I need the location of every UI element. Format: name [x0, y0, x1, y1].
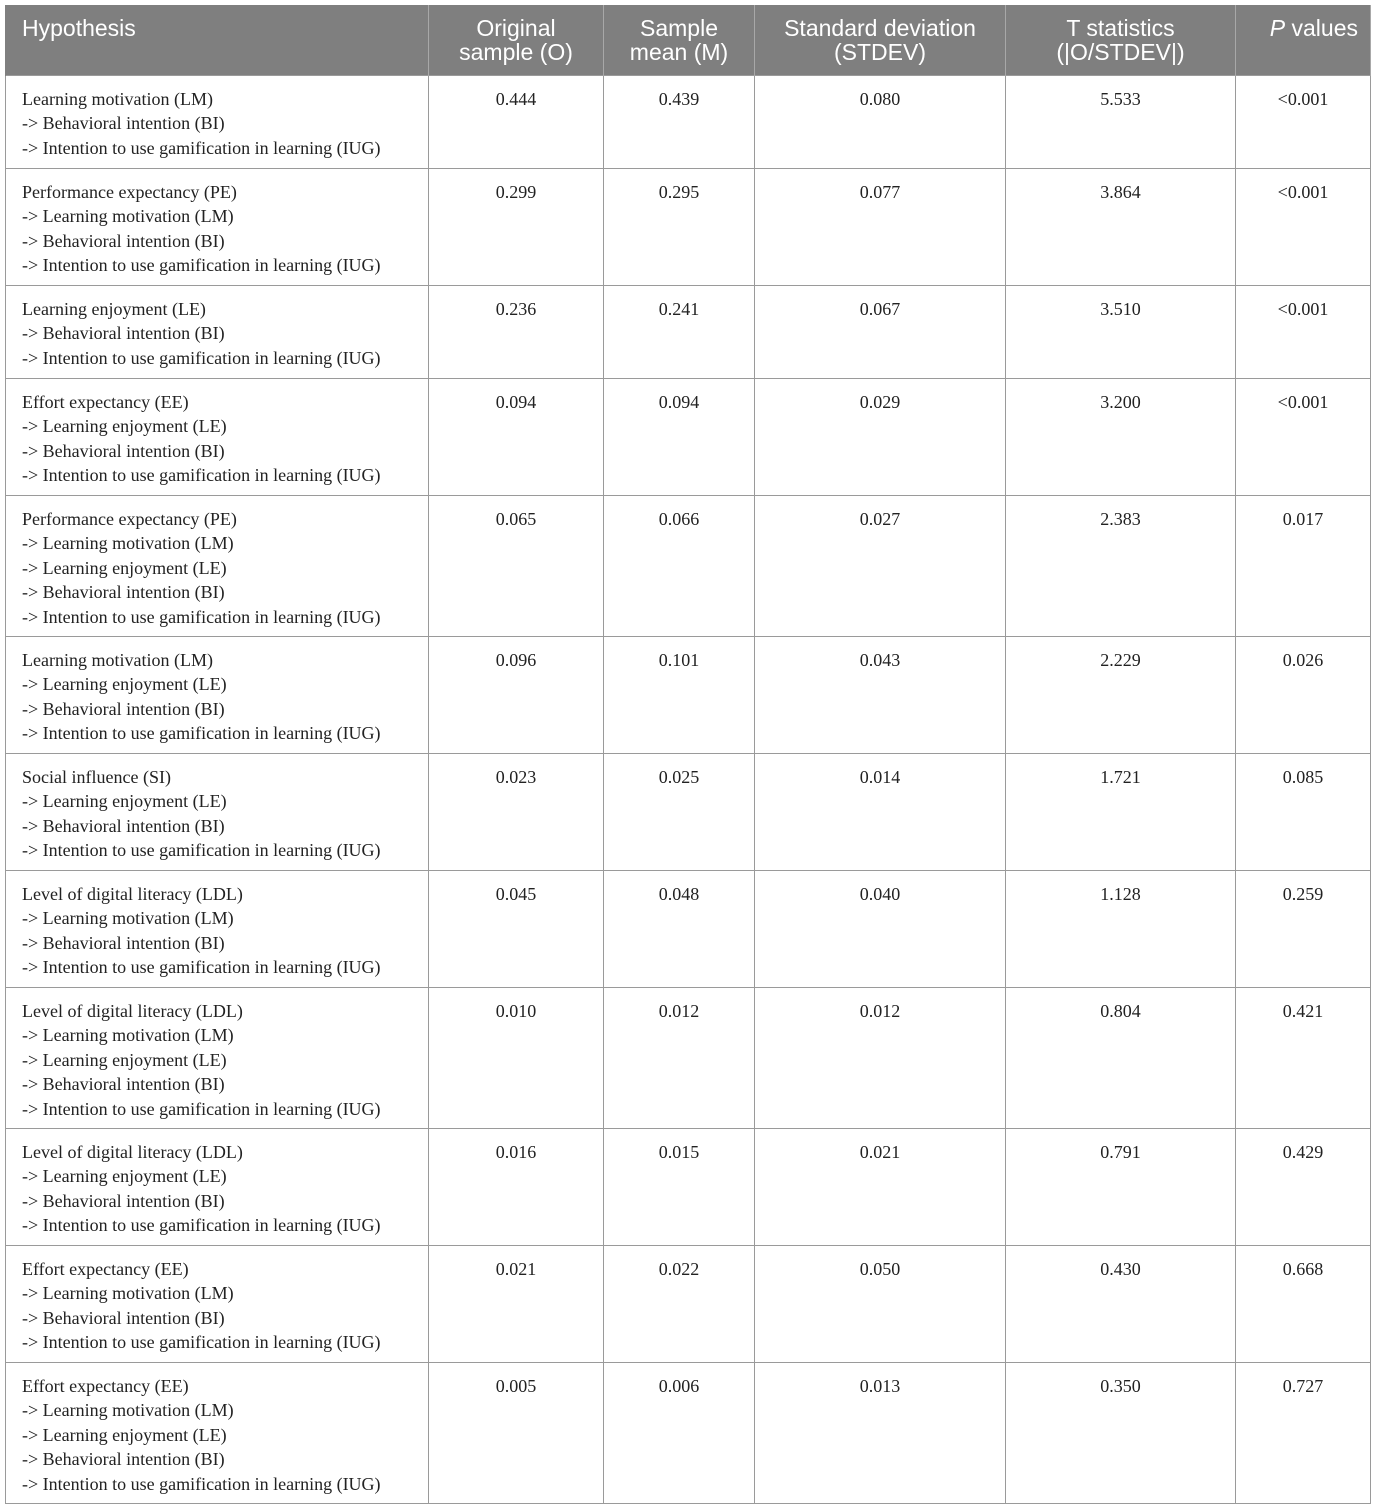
table-row: [6, 168, 1371, 285]
cell-hypothesis: [6, 168, 429, 285]
table-row: [6, 636, 1371, 753]
cell-hypothesis: [6, 1245, 429, 1362]
header-t-statistics: [1006, 5, 1236, 75]
cell-original-sample: 0.299: [429, 168, 604, 285]
header-hypothesis-label: Hypothesis: [22, 15, 136, 41]
table-row: [6, 495, 1371, 636]
table-row: [6, 285, 1371, 378]
cell-t-statistics: 1.721: [1006, 753, 1236, 870]
cell-p-value: <0.001: [1236, 285, 1371, 378]
header-p-rest: values: [1285, 15, 1358, 41]
hypothesis-path-line: -> Behavioral intention (BI): [22, 1190, 225, 1211]
cell-sample-mean: 0.048: [604, 870, 755, 987]
cell-p-value: 0.026: [1236, 636, 1371, 753]
cell-standard-deviation: 0.067: [755, 285, 1006, 378]
cell-sample-mean: 0.094: [604, 378, 755, 495]
hypothesis-path-line: Learning enjoyment (LE): [22, 298, 206, 319]
cell-t-statistics: 0.791: [1006, 1128, 1236, 1245]
cell-standard-deviation: 0.021: [755, 1128, 1006, 1245]
hypothesis-path-line: Learning motivation (LM): [22, 649, 213, 670]
cell-p-value: 0.085: [1236, 753, 1371, 870]
cell-hypothesis: [6, 870, 429, 987]
cell-hypothesis: [6, 495, 429, 636]
cell-p-value: 0.259: [1236, 870, 1371, 987]
hypothesis-path-line: -> Learning enjoyment (LE): [22, 416, 227, 437]
header-original-sample: [429, 5, 604, 75]
cell-original-sample: 0.094: [429, 378, 604, 495]
table-header: [6, 5, 1371, 75]
table-row: [6, 378, 1371, 495]
cell-standard-deviation: 0.029: [755, 378, 1006, 495]
cell-sample-mean: 0.066: [604, 495, 755, 636]
cell-standard-deviation: 0.043: [755, 636, 1006, 753]
hypothesis-path-line: -> Learning enjoyment (LE): [22, 791, 227, 812]
hypothesis-path-line: -> Behavioral intention (BI): [22, 440, 225, 461]
cell-original-sample: 0.045: [429, 870, 604, 987]
hypothesis-path-line: -> Learning enjoyment (LE): [22, 674, 227, 695]
cell-sample-mean: 0.241: [604, 285, 755, 378]
cell-sample-mean: 0.439: [604, 75, 755, 168]
hypothesis-path-line: Level of digital literacy (LDL): [22, 1141, 243, 1162]
cell-original-sample: 0.021: [429, 1245, 604, 1362]
cell-t-statistics: 3.864: [1006, 168, 1236, 285]
hypothesis-path-line: -> Behavioral intention (BI): [22, 323, 225, 344]
cell-p-value: 0.727: [1236, 1362, 1371, 1503]
hypothesis-path-line: -> Intention to use gamification in learning (IUG): [22, 1215, 381, 1236]
hypothesis-path-line: -> Intention to use gamification in learning (IUG): [22, 606, 381, 627]
hypothesis-path-line: Performance expectancy (PE): [22, 508, 237, 529]
hypothesis-path-line: -> Behavioral intention (BI): [22, 1307, 225, 1328]
header-line: mean (M): [629, 39, 729, 65]
hypothesis-path-line: Effort expectancy (EE): [22, 1375, 189, 1396]
header-line: (STDEV): [834, 39, 926, 65]
cell-hypothesis: [6, 285, 429, 378]
cell-standard-deviation: 0.077: [755, 168, 1006, 285]
hypothesis-path-line: -> Intention to use gamification in learning (IUG): [22, 1332, 381, 1353]
hypothesis-path-line: -> Behavioral intention (BI): [22, 113, 225, 134]
header-p-values: [1236, 5, 1371, 75]
hypothesis-path-line: Performance expectancy (PE): [22, 181, 237, 202]
table-row: [6, 753, 1371, 870]
header-row: [6, 5, 1371, 75]
cell-p-value: <0.001: [1236, 168, 1371, 285]
cell-standard-deviation: 0.027: [755, 495, 1006, 636]
cell-t-statistics: 0.350: [1006, 1362, 1236, 1503]
header-line: T statistics: [1066, 15, 1175, 41]
hypothesis-path-line: -> Behavioral intention (BI): [22, 582, 225, 603]
hypothesis-path-line: -> Learning motivation (LM): [22, 206, 234, 227]
cell-p-value: <0.001: [1236, 75, 1371, 168]
header-line: Standard deviation: [784, 15, 976, 41]
cell-standard-deviation: 0.012: [755, 987, 1006, 1128]
cell-standard-deviation: 0.040: [755, 870, 1006, 987]
cell-p-value: <0.001: [1236, 378, 1371, 495]
header-sample-mean: [604, 5, 755, 75]
table-row: [6, 75, 1371, 168]
cell-t-statistics: 5.533: [1006, 75, 1236, 168]
cell-sample-mean: 0.006: [604, 1362, 755, 1503]
header-p-italic: P: [1269, 15, 1286, 41]
table-body: [6, 75, 1371, 1503]
hypothesis-path-line: -> Intention to use gamification in learning (IUG): [22, 723, 381, 744]
hypothesis-path-line: -> Learning motivation (LM): [22, 1400, 234, 1421]
hypothesis-path-line: -> Intention to use gamification in learning (IUG): [22, 137, 381, 158]
header-line: sample (O): [459, 39, 573, 65]
hypothesis-path-line: -> Learning motivation (LM): [22, 1283, 234, 1304]
table-row: [6, 987, 1371, 1128]
cell-standard-deviation: 0.050: [755, 1245, 1006, 1362]
cell-p-value: 0.421: [1236, 987, 1371, 1128]
cell-p-value: 0.668: [1236, 1245, 1371, 1362]
cell-sample-mean: 0.022: [604, 1245, 755, 1362]
cell-t-statistics: 1.128: [1006, 870, 1236, 987]
cell-p-value: 0.429: [1236, 1128, 1371, 1245]
cell-t-statistics: 0.804: [1006, 987, 1236, 1128]
cell-hypothesis: [6, 75, 429, 168]
cell-original-sample: 0.065: [429, 495, 604, 636]
hypothesis-path-line: -> Behavioral intention (BI): [22, 230, 225, 251]
hypothesis-path-line: -> Behavioral intention (BI): [22, 1449, 225, 1470]
cell-sample-mean: 0.295: [604, 168, 755, 285]
cell-standard-deviation: 0.013: [755, 1362, 1006, 1503]
hypothesis-path-line: -> Learning enjoyment (LE): [22, 1424, 227, 1445]
hypothesis-path-line: -> Behavioral intention (BI): [22, 932, 225, 953]
hypothesis-path-line: Effort expectancy (EE): [22, 391, 189, 412]
results-table: [5, 5, 1371, 1504]
cell-t-statistics: 2.383: [1006, 495, 1236, 636]
hypothesis-path-line: -> Learning motivation (LM): [22, 1025, 234, 1046]
header-line: Sample: [640, 15, 718, 41]
hypothesis-path-line: -> Intention to use gamification in learning (IUG): [22, 1473, 381, 1494]
table-row: [6, 1362, 1371, 1503]
cell-original-sample: 0.096: [429, 636, 604, 753]
cell-original-sample: 0.010: [429, 987, 604, 1128]
hypothesis-path-line: -> Intention to use gamification in learning (IUG): [22, 255, 381, 276]
hypothesis-path-line: -> Learning enjoyment (LE): [22, 1166, 227, 1187]
cell-sample-mean: 0.101: [604, 636, 755, 753]
hypothesis-path-line: -> Intention to use gamification in learning (IUG): [22, 347, 381, 368]
cell-p-value: 0.017: [1236, 495, 1371, 636]
hypothesis-path-line: -> Intention to use gamification in learning (IUG): [22, 957, 381, 978]
header-standard-deviation: [755, 5, 1006, 75]
cell-hypothesis: [6, 1128, 429, 1245]
cell-original-sample: 0.005: [429, 1362, 604, 1503]
hypothesis-path-line: -> Intention to use gamification in learning (IUG): [22, 1098, 381, 1119]
cell-original-sample: 0.023: [429, 753, 604, 870]
cell-original-sample: 0.444: [429, 75, 604, 168]
table-container: [5, 5, 1371, 1504]
cell-t-statistics: 3.510: [1006, 285, 1236, 378]
cell-standard-deviation: 0.014: [755, 753, 1006, 870]
cell-t-statistics: 2.229: [1006, 636, 1236, 753]
cell-sample-mean: 0.012: [604, 987, 755, 1128]
hypothesis-path-line: -> Learning enjoyment (LE): [22, 557, 227, 578]
cell-original-sample: 0.016: [429, 1128, 604, 1245]
table-row: [6, 870, 1371, 987]
cell-t-statistics: 0.430: [1006, 1245, 1236, 1362]
cell-original-sample: 0.236: [429, 285, 604, 378]
cell-hypothesis: [6, 753, 429, 870]
header-line: Original: [476, 15, 556, 41]
hypothesis-path-line: -> Behavioral intention (BI): [22, 1074, 225, 1095]
cell-t-statistics: 3.200: [1006, 378, 1236, 495]
hypothesis-path-line: Level of digital literacy (LDL): [22, 883, 243, 904]
table-row: [6, 1245, 1371, 1362]
header-hypothesis: [6, 5, 429, 75]
cell-standard-deviation: 0.080: [755, 75, 1006, 168]
hypothesis-path-line: -> Behavioral intention (BI): [22, 698, 225, 719]
cell-hypothesis: [6, 987, 429, 1128]
cell-sample-mean: 0.025: [604, 753, 755, 870]
cell-hypothesis: [6, 378, 429, 495]
cell-hypothesis: [6, 1362, 429, 1503]
hypothesis-path-line: Level of digital literacy (LDL): [22, 1000, 243, 1021]
hypothesis-path-line: -> Learning motivation (LM): [22, 533, 234, 554]
hypothesis-path-line: -> Intention to use gamification in learning (IUG): [22, 840, 381, 861]
hypothesis-path-line: Social influence (SI): [22, 766, 171, 787]
table-row: [6, 1128, 1371, 1245]
cell-hypothesis: [6, 636, 429, 753]
hypothesis-path-line: -> Behavioral intention (BI): [22, 815, 225, 836]
hypothesis-path-line: Effort expectancy (EE): [22, 1258, 189, 1279]
hypothesis-path-line: Learning motivation (LM): [22, 88, 213, 109]
header-line: (|O/STDEV|): [1056, 39, 1185, 65]
hypothesis-path-line: -> Learning motivation (LM): [22, 908, 234, 929]
hypothesis-path-line: -> Learning enjoyment (LE): [22, 1049, 227, 1070]
hypothesis-path-line: -> Intention to use gamification in learning (IUG): [22, 465, 381, 486]
cell-sample-mean: 0.015: [604, 1128, 755, 1245]
